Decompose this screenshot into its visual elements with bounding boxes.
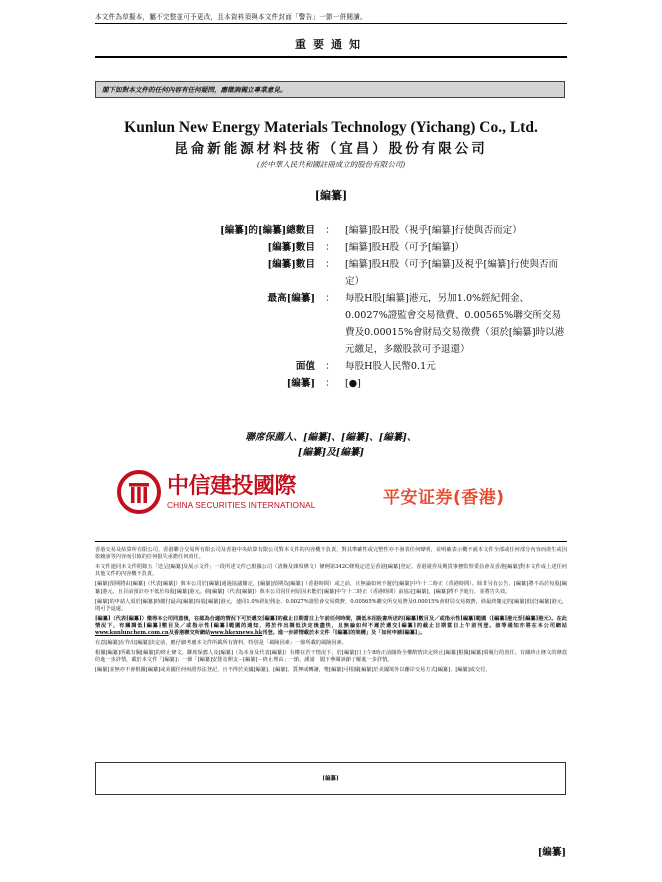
citic-emblem-icon: [117, 470, 161, 514]
joint-sponsors: [95, 430, 567, 460]
disclaimer-paragraph: 香港交易及結算所有限公司、香港聯合交易所有限公司及香港中央結算有限公司對本文件的內容概不負責，對其準確性或完整性亦不發表任何聲明，並明確表示概不就本文件全部或任何部分內容而產生或因依賴該等內容而引致的任何損失承擔任何責任。: [95, 547, 567, 561]
offer-term-colon: ：: [325, 225, 335, 236]
disclaimer-section: [95, 547, 567, 677]
title-divider: [95, 56, 567, 58]
citic-name-en: CHINA SECURITIES INTERNATIONAL: [167, 499, 316, 510]
offer-term-row: [150, 358, 570, 375]
offer-term-value: [編纂]股H股（視乎[編纂]行使與否而定）: [345, 225, 522, 236]
top-divider: [95, 23, 567, 24]
disclaimer-paragraph: 本文件連同本文件附錄五「送呈[編纂]及展示文件」一段所述文件已根據公司（清盤及雜項條文）條例第342C條規定送呈香港[編纂]登記。香港證券及期貨事務監察委員會及香港[編纂]對本文件或上述任何其他文件的內容概不負責。: [95, 564, 567, 578]
offer-term-colon: ：: [325, 293, 335, 304]
offer-term-colon: ：: [325, 242, 335, 253]
company-name-en: Kunlun New Energy Materials Technology (Yichang) Co., Ltd.: [124, 119, 538, 136]
redacted-heading: [編纂]: [314, 189, 348, 202]
offer-term-value: 每股H股[編纂]港元，另加1.0%經紀佣金、0.0027%證監會交易徵費、0.00565%聯交所交易費及0.00015%會財局交易徵費（須於[編纂]時以港元繳足，多繳股款可予退還）: [345, 293, 565, 355]
offer-term-value: [編纂]股H股（可予[編纂]）: [345, 242, 465, 253]
offer-term-row: [150, 256, 570, 290]
disclaimer-paragraph: [編纂]並無亦不會根據[編纂]或美國任何州證券法登記，且不得於美國[編纂]、[編纂]、質押或轉讓，惟[編纂]可根據[編纂]於美國境外以離岸交易方式[編纂]、[編纂]或交付。: [95, 667, 491, 674]
offer-term-row: [150, 375, 570, 392]
offer-term-label: 最高[編纂]: [267, 293, 315, 304]
offer-term-row: [150, 239, 570, 256]
adjustment-text-end: 刊登。進一步詳情載於本文件「[編纂]的架構」及「如何申請[編纂]」。: [262, 630, 426, 637]
sponsors-line-1: 聯席保薦人、[編纂]、[編纂]、[編纂]、: [245, 432, 417, 443]
offer-term-label: 面值: [295, 361, 315, 372]
offer-term-label: [編纂]數目: [267, 259, 315, 270]
disclaimer-paragraph: 有意[編纂]在作出[編纂]決定前，應仔細考慮本文件所載所有資料，特別是「風險因素」一節所載的風險因素。: [95, 640, 347, 647]
offer-term-row: [150, 290, 570, 358]
disclaimer-divider: [95, 541, 567, 542]
sponsors-line-2: [編纂]及[編纂]: [297, 447, 365, 458]
pingan-logo: 平安证券(香港): [383, 488, 505, 508]
offer-term-row: [150, 222, 570, 239]
disclaimer-paragraph: [編纂]預期將由[編纂]（代表[編纂]）與本公司於[編纂]通過協議釐定。[編纂]預期為[編纂]（香港時間）或之前，且無論如何不遲於[編纂]中午十二時正（香港時間）。除非另有公告，[編纂]將不高於每股[編纂]港元，且目前預計亦不低於每股[編纂]港元。倘[編纂]（代表[編纂]）與本公司因任何原因未能於[編纂]中午十二時正（香港時間）前協定[編纂]，[編纂]將不予進行，並將告失效。: [95, 581, 567, 595]
disclaimer-paragraph: 根據[編纂]所載有關[編纂]的終止條文，聯席保薦人及[編纂]（為本身及代表[編纂]）有權在若干情況下，於[編纂]日上午8時正前隨時全權酌情決定終止[編纂]根據[編纂]須履行的責任。有關終止條文的條款的進一步詳情，載於本文件「[編纂]」一節「[編纂]安排及開支－[編纂]－終止理由」一節。謹請 閣下參閱該節了解進一步詳情。: [95, 650, 567, 664]
offer-term-label: [編纂]數目: [267, 242, 315, 253]
important-title: 重要通知: [295, 38, 367, 51]
offer-terms: [150, 222, 570, 392]
disclaimer-paragraph: [編纂]的申請人須於[編纂]時繳付最高[編纂]每股[編纂]港元，連同1.0%經紀佣金、0.0027%證監會交易徵費、0.00565%聯交所交易費及0.00015%會財局交易徵費，倘最終釐定的[編纂]低於[編纂]港元，則可予退還。: [95, 598, 567, 612]
offer-term-label: [編纂]: [286, 378, 315, 389]
draft-notice: 本文件為草擬本，屬不完整並可予更改，且本資料須與本文件封面「警告」一節一併閱讀。: [95, 13, 367, 21]
offer-term-value: [●]: [345, 378, 361, 389]
company-website-link[interactable]: www.kunlunchem.com.cn: [95, 630, 169, 637]
adjustment-text: [編纂]（代表[編纂]）徵得本公司同意後，在認為合適的情況下可於遞交[編纂]的截止日期當日上午前任何時間，調低本招股書所述的[編纂]數目及／或指示性[編纂]範圍（[編纂]港元至[編纂]港元）。在此情況下，有關調低[編纂]數目及／或指示性[編纂]範圍的通知，將於作出調低決定後盡快，且無論如何不遲於遞交[編纂]的截止日期當日上午前刊登。該等通知亦將在本公司網站: [95, 615, 567, 630]
redacted-box: [編纂]: [95, 762, 566, 795]
offer-term-colon: ：: [325, 361, 335, 372]
hkex-website-link[interactable]: www.hkexnews.hk: [210, 630, 263, 637]
adjustment-text-mid: 及香港聯交所網站: [168, 630, 211, 637]
offer-term-value: [編纂]股H股（可予[編纂]及視乎[編纂]行使與否而定）: [345, 259, 559, 287]
company-name-cn: 昆侖新能源材料技術（宜昌）股份有限公司: [174, 141, 488, 157]
citic-logo: [117, 470, 316, 514]
disclaimer-paragraph-adjustment: [95, 616, 567, 638]
warning-box: 閣下如對本文件的任何內容有任何疑問，應徵詢獨立專業意見。: [95, 81, 565, 98]
offer-term-label: [編纂]的[編纂]總數目: [220, 225, 315, 236]
incorporation-note: (於中華人民共和國註冊成立的股份有限公司): [256, 160, 406, 169]
offer-term-colon: ：: [325, 378, 335, 389]
offer-term-value: 每股H股人民幣0.1元: [345, 361, 436, 372]
citic-name-cn: 中信建投國際: [167, 473, 297, 499]
offer-term-colon: ：: [325, 259, 335, 270]
footer-redacted: [編纂]: [537, 847, 566, 858]
